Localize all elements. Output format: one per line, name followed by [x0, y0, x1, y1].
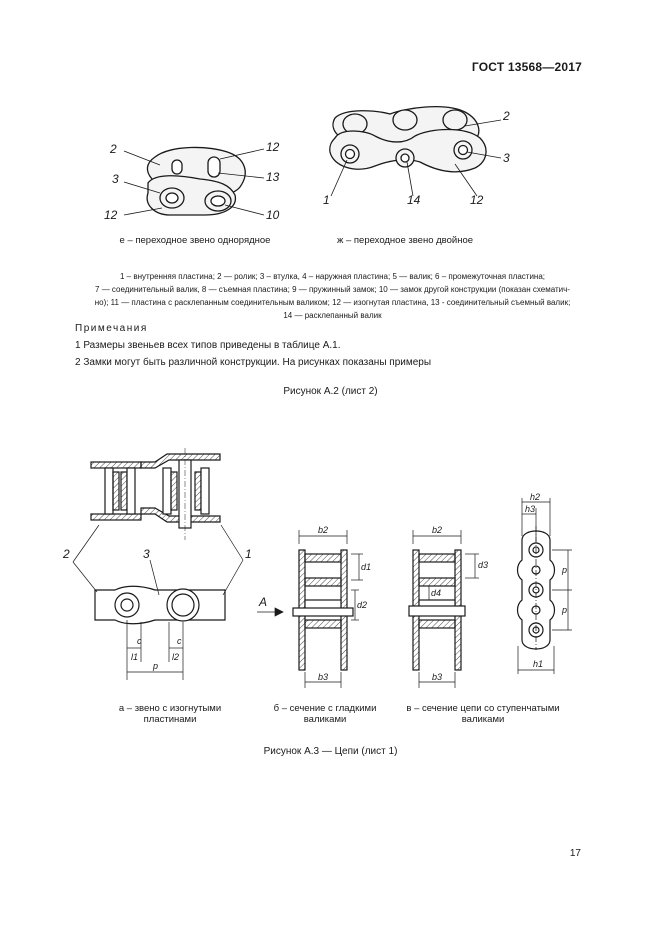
caption-line: в – сечение цепи со ступенчатыми: [406, 703, 560, 714]
dim-d3: d3: [478, 560, 489, 570]
figure-a2-left-drawing: [100, 135, 300, 230]
callout-12: 12: [470, 193, 484, 207]
dim-h3: h3: [525, 504, 536, 514]
caption-line: пластинами: [143, 714, 197, 725]
caption-figure-a2-e: е – переходное звено однорядное: [119, 235, 271, 246]
standard-header: ГОСТ 13568—2017: [471, 60, 582, 74]
caption-line: б – сечение с гладкими: [273, 703, 377, 714]
arrow-label-a: А: [259, 595, 268, 609]
dim-p: p: [562, 605, 568, 615]
callout-1: 1: [323, 193, 330, 207]
dim-p: p: [562, 565, 568, 575]
caption-figure-a3-b: [260, 703, 390, 725]
dim-d4: d4: [431, 588, 442, 598]
callout-3: 3: [112, 172, 119, 186]
dim-p: p: [153, 661, 159, 671]
figure-a3-view-a: [55, 450, 255, 700]
figure-a3-view-c: [375, 520, 495, 690]
dim-b2: b2: [318, 525, 329, 535]
callout-1: 1: [245, 547, 252, 561]
dim-b3: b3: [432, 672, 443, 682]
dim-d2: d2: [357, 600, 368, 610]
dim-h2: h2: [530, 492, 541, 502]
callout-12: 12: [104, 208, 118, 222]
legend-line: 7 — соединительный валик, 8 — съемная пластина; 9 — пружинный замок; 10 — замок другой конструкции (показан схематич-: [95, 285, 570, 294]
caption-line: валиками: [461, 714, 505, 725]
figure-a2-title: Рисунок А.2 (лист 2): [283, 386, 378, 397]
dim-l1: l1: [131, 652, 139, 662]
callout-3: 3: [143, 547, 150, 561]
legend-line: 1 – внутренняя пластина; 2 — ролик; 3 – втулка, 4 – наружная пластина; 5 — валик; 6 – промежуточная пластина;: [119, 272, 546, 281]
callout-2: 2: [110, 142, 117, 156]
figure-a3-view-b: [255, 520, 375, 690]
figure-a3-view-d: [500, 490, 580, 680]
dim-d1: d1: [361, 562, 372, 572]
legend-line: но); 11 — пластина с расклепанным соединительным валиком; 12 — изогнутая пластина, 13 - соединительный съемный валик;: [94, 298, 571, 307]
callout-2: 2: [503, 109, 510, 123]
dim-c: c: [137, 636, 142, 646]
figure-legend: [40, 270, 625, 322]
dim-c: c: [177, 636, 182, 646]
callout-13: 13: [266, 170, 280, 184]
page-number: 17: [569, 848, 581, 859]
dim-b2: b2: [432, 525, 443, 535]
callout-3: 3: [503, 151, 510, 165]
caption-line: а – звено с изогнутыми: [118, 703, 222, 714]
note-1: 1 Размеры звеньев всех типов приведены в таблице А.1.: [75, 340, 341, 351]
callout-14: 14: [407, 193, 421, 207]
notes-title: Примечания: [75, 323, 148, 334]
caption-figure-a2-zh: ж – переходное звено двойное: [336, 235, 474, 246]
dim-h1: h1: [533, 659, 544, 669]
caption-line: валиками: [303, 714, 347, 725]
figure-a3-title: Рисунок А.3 — Цепи (лист 1): [263, 746, 398, 757]
dim-b3: b3: [318, 672, 329, 682]
caption-figure-a3-c: [388, 703, 578, 725]
caption-figure-a3-a: [85, 703, 255, 725]
callout-2: 2: [63, 547, 70, 561]
note-2: 2 Замки могут быть различной конструкции. На рисунках показаны примеры: [75, 357, 432, 368]
dim-l2: l2: [172, 652, 180, 662]
callout-10: 10: [266, 208, 280, 222]
legend-line: 14 — расклепанный валик: [283, 311, 382, 320]
figure-a2-right-drawing: [315, 100, 525, 215]
callout-12: 12: [266, 140, 280, 154]
